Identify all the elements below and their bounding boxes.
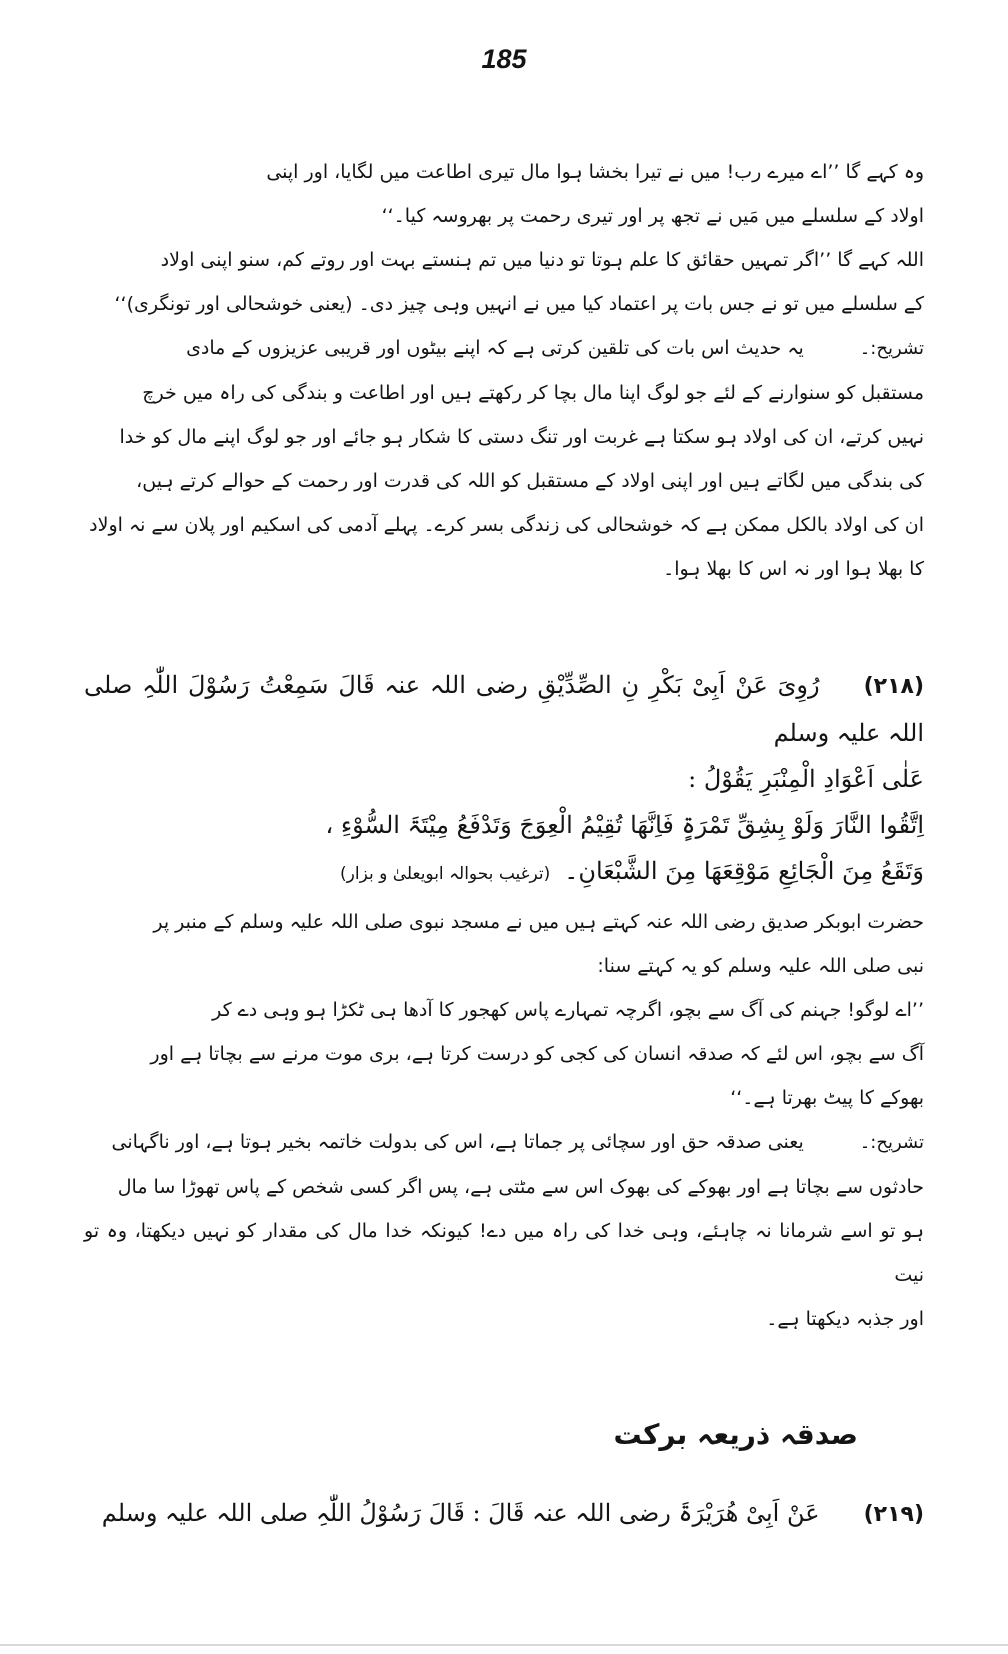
text-line [84, 662, 924, 756]
urdu-paragraphs-2 [84, 900, 924, 1341]
text-line: ’’اے لوگو! جہنم کی آگ سے بچو، اگرچہ تمہارے پاس کھجور کا آدھا ہی ٹکڑا ہو وہی دے کر [212, 999, 924, 1021]
hadith-218-arabic [84, 662, 924, 897]
arabic-text: عَنْ اَبِیْ ھُرَیْرَۃَ رضی اللہ عنہ قَالَ : قَالَ رَسُوْلُ اللّٰہِ صلی اللہ علیہ وسلم [101, 1499, 820, 1527]
text-line: حادثوں سے بچاتا ہے اور بھوکے کی بھوک اس سے مٹتی ہے، پس اگر کسی شخص کے پاس تھوڑا سا مال [117, 1176, 924, 1198]
text-line: اِتَّقُوا النَّارَ وَلَوْ بِشِقِّ تَمْرَۃٍ فَاِنَّھَا تُقِیْمُ الْعِوَجَ وَتَدْفَعُ مِیْتَۃَ السُّوْءِ ، [325, 811, 924, 839]
text-line: مستقبل کو سنوارنے کے لئے جو لوگ اپنا مال بچا کر رکھتے ہیں اور اطاعت و بندگی کی راہ میں خرچ [142, 382, 924, 404]
text-line [84, 848, 924, 897]
text-line: ان کی اولاد بالکل ممکن ہے کہ خوشحالی کی زندگی بسر کرے۔ پہلے آدمی کی اسکیم اور پلان سے نہ اولاد [89, 514, 924, 536]
text-line: کا بھلا ہوا اور نہ اس کا بھلا ہوا۔ [663, 558, 924, 580]
tashreeh-label: تشریح:۔ [859, 338, 924, 359]
text-line: عَلٰی اَعْوَادِ الْمِنْبَرِ یَقُوْلُ : [688, 765, 924, 793]
arabic-text: وَتَقَعُ مِنَ الْجَائِعِ مَوْقِعَھَا مِنَ الشَّبْعَانِ۔ [564, 857, 924, 885]
hadith-number: (۲۱۸) [863, 674, 924, 699]
hadith-reference: (ترغیب بحوالہ ابویعلیٰ و بزار) [340, 864, 551, 884]
text-line: اللہ کہے گا ’’اگر تمہیں حقائق کا علم ہوتا تو دنیا میں تم ہنستے بہت اور روتے کم، سنو اپنی اولاد [160, 249, 924, 271]
text-line: کی بندگی میں لگاتے ہیں اور اپنی اولاد کے مستقبل کو اللہ کی قدرت اور رحمت کے حوالے کرتے ہیں، [136, 470, 924, 492]
text-line: بھوکے کا پیٹ بھرتا ہے۔‘‘ [730, 1087, 924, 1109]
text-line: حضرت ابوبکر صدیق رضی اللہ عنہ کہتے ہیں میں نے مسجد نبوی صلی اللہ علیہ وسلم کے منبر پر [153, 911, 924, 933]
text-line [84, 1490, 924, 1538]
text-line: نبی صلی اللہ علیہ وسلم کو یہ کہتے سنا: [597, 955, 924, 977]
tashreeh-label: تشریح:۔ [859, 1132, 924, 1153]
page-number: 185 [481, 44, 527, 74]
text-line: اور جذبہ دیکھتا ہے۔ [766, 1308, 924, 1330]
text-line: آگ سے بچو، اس لئے کہ صدقہ انسان کی کجی کو درست کرتا ہے، بری موت مرنے سے بچاتا ہے اور [150, 1043, 924, 1065]
text-line: وہ کہے گا ’’اے میرے رب! میں نے تیرا بخشا ہوا مال تیری اطاعت میں لگایا، اور اپنی [266, 161, 924, 183]
text-line: کے سلسلے میں تو نے جس بات پر اعتماد کیا میں نے انہیں وہی چیز دی۔ (یعنی خوشحالی اور تونگری)‘‘ [114, 293, 924, 315]
text-line: ہو تو اسے شرمانا نہ چاہئے، وہی خدا کی راہ میں دے! کیونکہ خدا مال کی مقدار کو نہیں دیکھتا، وہ تو نیت [84, 1220, 924, 1286]
hadith-number: (۲۱۹) [863, 1502, 924, 1527]
text-line [84, 1120, 924, 1165]
arabic-text: رُوِیَ عَنْ اَبِیْ بَکْرِ نِ الصِّدِّیْقِ رضی اللہ عنہ قَالَ سَمِعْتُ رَسُوْلَ اللّٰہِ صلی اللہ علیہ وسلم [84, 671, 924, 747]
text-line-content: یہ حدیث اس بات کی تلقین کرتی ہے کہ اپنے بیٹوں اور قریبی عزیزوں کے مادی [186, 337, 804, 359]
text-line: اولاد کے سلسلے میں مَیں نے تجھ پر اور تیری رحمت پر بھروسہ کیا۔‘‘ [381, 205, 924, 227]
bottom-edge-rule [0, 1644, 1008, 1646]
text-line: نہیں کرتے، ان کی اولاد ہو سکتا ہے غربت اور تنگ دستی کا شکار ہو جائے اور جو لوگ اپنے مال کو خدا [119, 426, 924, 448]
text-line-content: یعنی صدقہ حق اور سچائی پر جماتا ہے، اس کی بدولت خاتمہ بخیر ہوتا ہے، اور ناگہانی [111, 1131, 804, 1153]
hadith-219-arabic [84, 1490, 924, 1538]
section-heading: صدقہ ذریعہ برکت [613, 1418, 858, 1451]
urdu-paragraphs-1 [84, 150, 924, 591]
text-line [84, 326, 924, 371]
